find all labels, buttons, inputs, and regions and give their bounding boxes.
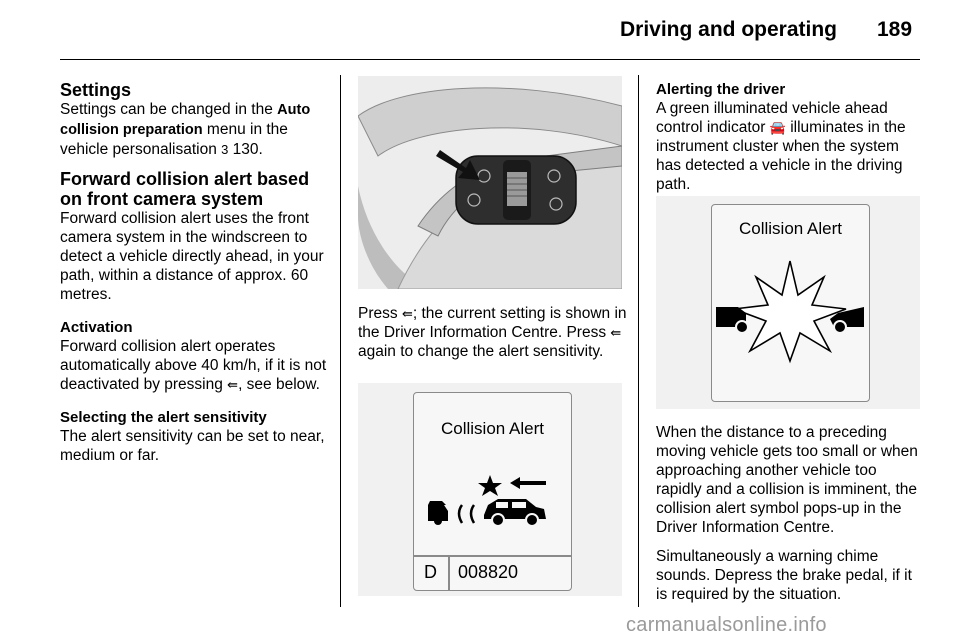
right-column-bottom — [656, 423, 922, 604]
collision-alert-button-icon: ⇚ — [610, 325, 622, 340]
settings-heading: Settings — [60, 80, 132, 100]
sensitivity-heading: Selecting the alert sensitivity — [60, 409, 267, 426]
alerting-paragraph — [656, 99, 922, 194]
right-column-top — [656, 80, 922, 194]
sensitivity-paragraph: The alert sensitivity can be set to near, medium or far. — [60, 428, 325, 464]
activation-text-2: , see below. — [238, 376, 320, 393]
dic-display-divider — [414, 555, 571, 557]
settings-menu-name: Auto collision preparation — [60, 102, 311, 138]
watermark: carmanualsonline.info — [626, 614, 827, 636]
activation-heading: Activation — [60, 319, 133, 336]
alerting-heading: Alerting the driver — [656, 81, 786, 98]
fca-heading: Forward collision alert based on front camera system — [60, 169, 310, 209]
dic-display-divider-vertical — [448, 555, 450, 590]
steering-wheel-illustration — [358, 76, 622, 289]
settings-ref-page: 130. — [228, 141, 263, 158]
settings-text-2: menu in the vehicle personalisation — [60, 121, 288, 158]
press-text-3: again to change the alert sensitivity. — [358, 343, 604, 360]
settings-text-1: Settings can be changed in the — [60, 101, 278, 118]
distance-paragraph: When the distance to a preceding moving vehicle gets too small or when approaching another vehicle too rapidly and a collision is imminent, the collision alert symbol pops-up in the Driver Information Centre. — [656, 424, 918, 536]
page-number: 189 — [877, 18, 913, 41]
column-divider-right — [638, 75, 639, 607]
header-rule — [60, 59, 920, 60]
popup-title: Collision Alert — [739, 219, 842, 238]
page-ref-icon: 3 — [221, 142, 229, 157]
chime-paragraph: Simultaneously a warning chime sounds. Depress the brake pedal, if it is required by the situation. — [656, 548, 912, 603]
press-text-2: ; the current setting is shown in the Driver Information Centre. Press — [358, 305, 627, 341]
steering-wheel-icon — [358, 76, 622, 289]
left-column — [60, 80, 330, 465]
alerting-text-2: illuminates in the instrument cluster when the system has detected a vehicle in the driving path. — [656, 119, 906, 193]
press-paragraph — [358, 304, 628, 361]
middle-column-text — [358, 304, 628, 361]
activation-text-1: Forward collision alert operates automatically above 40 km/h, if it is not deactivated by pressing — [60, 338, 327, 393]
vehicle-ahead-indicator-icon: 🚘 — [769, 120, 786, 135]
fca-paragraph: Forward collision alert uses the front camera system in the windscreen to detect a vehicle directly ahead, in your path, within a distance of approx. 60 metres. — [60, 210, 324, 303]
collision-alert-popup-illustration — [656, 196, 920, 409]
dic-display-illustration — [358, 383, 622, 596]
activation-paragraph — [60, 337, 330, 394]
settings-paragraph — [60, 100, 330, 159]
collision-alert-button-icon: ⇚ — [401, 306, 413, 321]
dic-display-title: Collision Alert — [441, 419, 544, 438]
collision-alert-button-icon: ⇚ — [227, 377, 239, 392]
collision-alert-popup-panel — [711, 204, 870, 402]
alerting-text-1: A green illuminated vehicle ahead control indicator — [656, 100, 888, 136]
page-header-title: Driving and operating — [620, 18, 838, 41]
column-divider-left — [340, 75, 341, 607]
dic-gear-indicator: D — [424, 562, 437, 582]
dic-odometer: 008820 — [458, 562, 519, 582]
collision-alert-symbol-icon — [422, 471, 562, 531]
dic-display-panel — [413, 392, 572, 591]
press-text-1: Press — [358, 305, 402, 322]
collision-pop-up-icon — [712, 255, 869, 365]
